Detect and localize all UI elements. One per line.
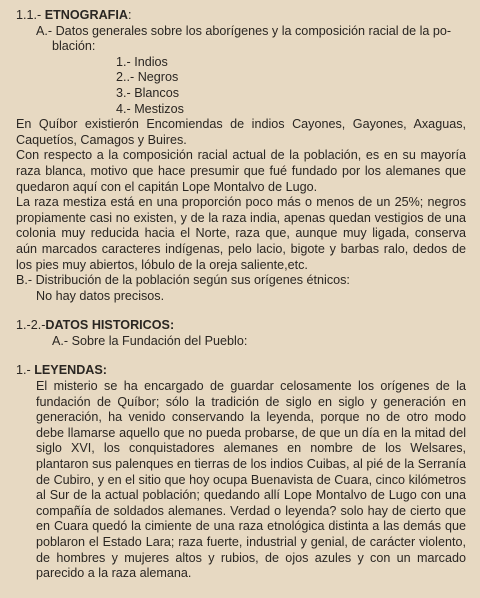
paragraph-encomiendas: En Quíbor existierón Encomiendas de indios Cayones, Gayones, Axaguas, Caquetíos, Camagos y Buires.: [16, 117, 466, 147]
subsection-fundacion-line: A.- Sobre la Fundación del Pueblo:: [52, 333, 248, 348]
subsection-a-line: A.- Datos generales sobre los aborígenes y la composición racial de la po-: [36, 23, 452, 38]
subsection-b-line: B.- Distribución de la población según sus orígenes étnicos:: [16, 273, 350, 288]
heading-title: DATOS HISTORICOS:: [45, 318, 175, 333]
heading-number: 1.-2.-: [16, 318, 46, 333]
heading-title: LEYENDAS:: [34, 363, 107, 378]
list-item: 1.- Indios: [116, 54, 168, 69]
list-item: 4.- Mestizos: [116, 101, 184, 116]
spacer: [16, 304, 466, 318]
list-item: 3.- Blancos: [116, 85, 179, 100]
heading-suffix: :: [127, 8, 132, 22]
section-etnografia-heading: [16, 8, 466, 24]
list-item: 2..- Negros: [116, 70, 179, 85]
section-datos-historicos-heading: [16, 318, 466, 334]
spacer: [16, 349, 466, 363]
heading-number: 1.1.-: [16, 8, 45, 22]
subsection-b-answer: No hay datos precisos.: [36, 288, 165, 303]
heading-number: 1.-: [16, 363, 35, 378]
heading-title: ETNOGRAFIA: [44, 8, 128, 22]
paragraph-composicion: Con respecto a la composición racial actual de la población, es en su mayoría raza blanca, motivo que hace presumir que fué fundado por los alemanes que quedaron aquí con el capitán Lope Montalvo de Lugo.: [16, 148, 466, 194]
section-leyendas-heading: [16, 363, 466, 379]
paragraph-mestiza: La raza mestiza está en una proporción poco más o menos de un 25%; negros propiamente casi no existen, y de la raza india, apenas quedan vestigios de una colonia muy reducida hacia el Norte, raza que, aunque muy ligada, conserva aún marcados caracteres indígenas, pelo lacio, bigote y barbas ralo, dedos de los pies muy abiertos, lóbulo de la oreja saliente,etc.: [16, 195, 466, 272]
subsection-a-continuation: blación:: [52, 39, 96, 54]
paragraph-leyenda: El misterio se ha encargado de guardar celosamente los orígenes de la fundación de Quíbor; sólo la tradición de siglo en siglo y generación en generación, ha venido conservando la leyenda, porque no de otro modo debe llamarse aquello que no pueda probarse, de que un día en la mitad del siglo XVI, los conquistadores alemanes en nombre de los Welsares, plantaron sus palenques en tierras de los indios Cuibas, al pié de la Serranía de Cubiro, y en el sitio que hoy ocupa Buenavista de Cuara, cinco kilómetros al Sur de la actual población; quedando allí Lope Montalvo de Lugo con una compañía de soldados alemanes. Verdad o leyenda? solo hay de cierto que en Cuara quedó la cimiente de una raza etnológica distinta a las demás que poblaron el Estado Lara; raza fuerte, industrial y genial, de carácter violento, de hombres y mujeres altos y rubios, de ojos azules y con un marcado parecido a la raza alemana.: [36, 379, 466, 581]
